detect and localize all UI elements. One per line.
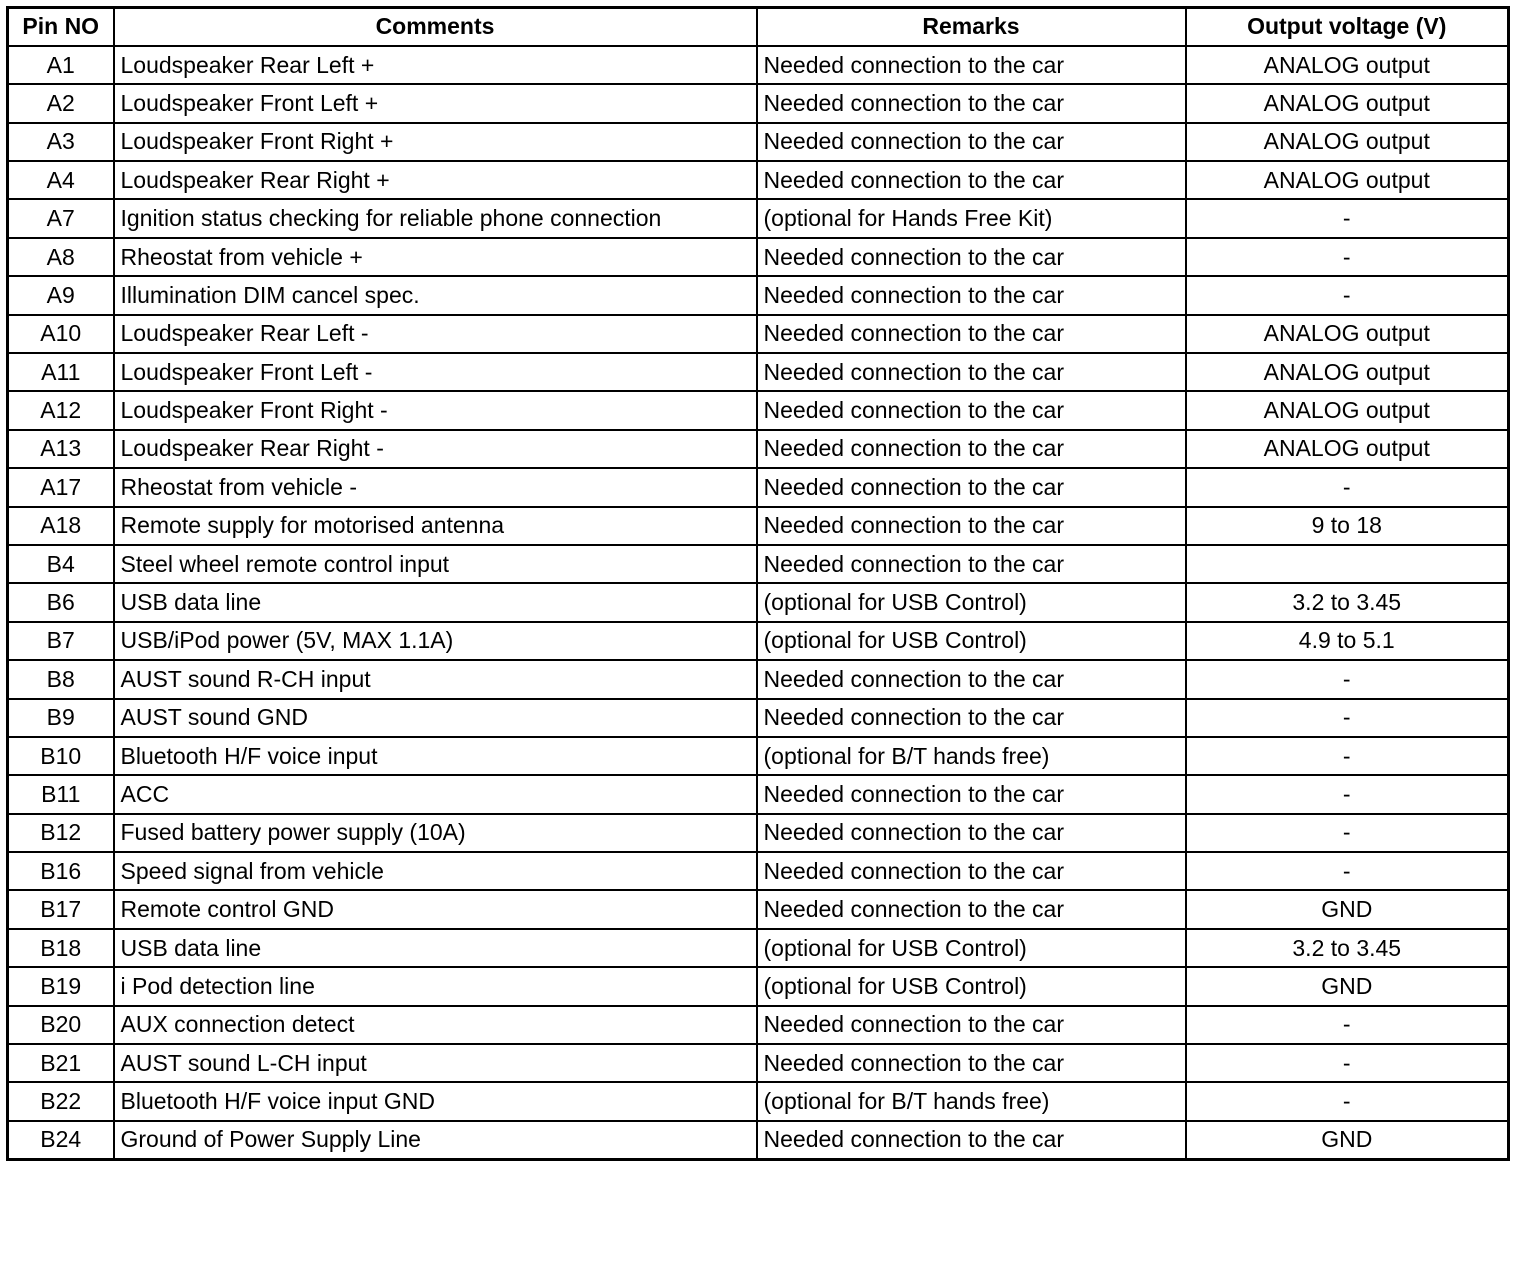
table-row: [8, 1082, 1509, 1120]
table-row: [8, 315, 1509, 353]
cell-output-voltage: -: [1186, 238, 1509, 276]
cell-comment: Loudspeaker Front Left +: [114, 84, 757, 122]
table-row: [8, 161, 1509, 199]
cell-comment: Rheostat from vehicle +: [114, 238, 757, 276]
cell-pin-no: B18: [8, 929, 114, 967]
cell-pin-no: A2: [8, 84, 114, 122]
cell-pin-no: A7: [8, 199, 114, 237]
header-output-voltage: Output voltage (V): [1186, 8, 1509, 46]
cell-pin-no: B20: [8, 1006, 114, 1044]
cell-comment: Loudspeaker Front Left -: [114, 353, 757, 391]
cell-output-voltage: ANALOG output: [1186, 46, 1509, 84]
cell-output-voltage: ANALOG output: [1186, 315, 1509, 353]
cell-comment: AUST sound R-CH input: [114, 660, 757, 698]
cell-remark: (optional for B/T hands free): [757, 1082, 1186, 1120]
cell-output-voltage: ANALOG output: [1186, 430, 1509, 468]
cell-output-voltage: GND: [1186, 1121, 1509, 1159]
cell-pin-no: A9: [8, 276, 114, 314]
cell-output-voltage: -: [1186, 276, 1509, 314]
table-row: [8, 814, 1509, 852]
cell-pin-no: A11: [8, 353, 114, 391]
table-row: [8, 238, 1509, 276]
cell-output-voltage: -: [1186, 1006, 1509, 1044]
cell-pin-no: B6: [8, 583, 114, 621]
cell-pin-no: B7: [8, 622, 114, 660]
cell-pin-no: B10: [8, 737, 114, 775]
table-row: [8, 391, 1509, 429]
cell-output-voltage: GND: [1186, 890, 1509, 928]
table-row: [8, 852, 1509, 890]
cell-comment: Ignition status checking for reliable phone connection: [114, 199, 757, 237]
cell-output-voltage: ANALOG output: [1186, 353, 1509, 391]
cell-output-voltage: GND: [1186, 967, 1509, 1005]
cell-remark: (optional for B/T hands free): [757, 737, 1186, 775]
header-row: [8, 8, 1509, 46]
cell-remark: Needed connection to the car: [757, 507, 1186, 545]
table-row: [8, 737, 1509, 775]
cell-remark: Needed connection to the car: [757, 775, 1186, 813]
cell-pin-no: A3: [8, 123, 114, 161]
cell-pin-no: B4: [8, 545, 114, 583]
cell-output-voltage: 9 to 18: [1186, 507, 1509, 545]
header-remarks: Remarks: [757, 8, 1186, 46]
cell-pin-no: A13: [8, 430, 114, 468]
cell-comment: USB data line: [114, 929, 757, 967]
cell-output-voltage: ANALOG output: [1186, 123, 1509, 161]
cell-comment: Loudspeaker Front Right +: [114, 123, 757, 161]
cell-output-voltage: 3.2 to 3.45: [1186, 583, 1509, 621]
cell-remark: Needed connection to the car: [757, 814, 1186, 852]
table-row: [8, 468, 1509, 506]
cell-pin-no: B17: [8, 890, 114, 928]
cell-remark: (optional for USB Control): [757, 967, 1186, 1005]
cell-remark: Needed connection to the car: [757, 890, 1186, 928]
cell-remark: Needed connection to the car: [757, 1121, 1186, 1159]
cell-remark: Needed connection to the car: [757, 545, 1186, 583]
cell-remark: Needed connection to the car: [757, 315, 1186, 353]
cell-remark: Needed connection to the car: [757, 1044, 1186, 1082]
cell-comment: Rheostat from vehicle -: [114, 468, 757, 506]
table-row: [8, 46, 1509, 84]
cell-remark: Needed connection to the car: [757, 1006, 1186, 1044]
cell-comment: Loudspeaker Front Right -: [114, 391, 757, 429]
cell-remark: Needed connection to the car: [757, 84, 1186, 122]
cell-output-voltage: -: [1186, 814, 1509, 852]
cell-comment: i Pod detection line: [114, 967, 757, 1005]
cell-output-voltage: ANALOG output: [1186, 161, 1509, 199]
cell-pin-no: B19: [8, 967, 114, 1005]
table-row: [8, 699, 1509, 737]
cell-comment: Remote control GND: [114, 890, 757, 928]
header-comments: Comments: [114, 8, 757, 46]
cell-remark: Needed connection to the car: [757, 46, 1186, 84]
table-row: [8, 199, 1509, 237]
table-row: [8, 929, 1509, 967]
table-header: [8, 8, 1509, 46]
table-row: [8, 276, 1509, 314]
table-row: [8, 583, 1509, 621]
cell-comment: Steel wheel remote control input: [114, 545, 757, 583]
cell-remark: Needed connection to the car: [757, 276, 1186, 314]
cell-output-voltage: [1186, 545, 1509, 583]
table-row: [8, 353, 1509, 391]
cell-output-voltage: 3.2 to 3.45: [1186, 929, 1509, 967]
cell-comment: Loudspeaker Rear Right -: [114, 430, 757, 468]
cell-remark: Needed connection to the car: [757, 468, 1186, 506]
cell-comment: Remote supply for motorised antenna: [114, 507, 757, 545]
table-row: [8, 890, 1509, 928]
table-row: [8, 660, 1509, 698]
cell-output-voltage: -: [1186, 737, 1509, 775]
table-row: [8, 84, 1509, 122]
cell-pin-no: B12: [8, 814, 114, 852]
table-row: [8, 967, 1509, 1005]
cell-remark: (optional for Hands Free Kit): [757, 199, 1186, 237]
cell-pin-no: B9: [8, 699, 114, 737]
table-body: [8, 46, 1509, 1159]
cell-pin-no: B24: [8, 1121, 114, 1159]
cell-pin-no: A10: [8, 315, 114, 353]
table-row: [8, 775, 1509, 813]
table-row: [8, 1044, 1509, 1082]
cell-pin-no: B11: [8, 775, 114, 813]
cell-pin-no: A18: [8, 507, 114, 545]
table-row: [8, 1121, 1509, 1159]
cell-comment: AUST sound L-CH input: [114, 1044, 757, 1082]
cell-output-voltage: ANALOG output: [1186, 84, 1509, 122]
cell-pin-no: A8: [8, 238, 114, 276]
cell-output-voltage: -: [1186, 199, 1509, 237]
cell-output-voltage: -: [1186, 468, 1509, 506]
cell-comment: Bluetooth H/F voice input: [114, 737, 757, 775]
cell-comment: Illumination DIM cancel spec.: [114, 276, 757, 314]
cell-remark: (optional for USB Control): [757, 622, 1186, 660]
cell-pin-no: A12: [8, 391, 114, 429]
cell-remark: Needed connection to the car: [757, 699, 1186, 737]
cell-output-voltage: -: [1186, 699, 1509, 737]
cell-comment: USB data line: [114, 583, 757, 621]
table-row: [8, 545, 1509, 583]
cell-remark: Needed connection to the car: [757, 161, 1186, 199]
cell-pin-no: A17: [8, 468, 114, 506]
cell-output-voltage: -: [1186, 1082, 1509, 1120]
cell-remark: (optional for USB Control): [757, 929, 1186, 967]
cell-pin-no: B16: [8, 852, 114, 890]
cell-comment: ACC: [114, 775, 757, 813]
cell-pin-no: A4: [8, 161, 114, 199]
cell-comment: Speed signal from vehicle: [114, 852, 757, 890]
cell-remark: (optional for USB Control): [757, 583, 1186, 621]
cell-remark: Needed connection to the car: [757, 353, 1186, 391]
cell-comment: Loudspeaker Rear Right +: [114, 161, 757, 199]
cell-comment: Fused battery power supply (10A): [114, 814, 757, 852]
cell-output-voltage: -: [1186, 1044, 1509, 1082]
cell-output-voltage: -: [1186, 852, 1509, 890]
cell-pin-no: B21: [8, 1044, 114, 1082]
table-row: [8, 622, 1509, 660]
cell-comment: Bluetooth H/F voice input GND: [114, 1082, 757, 1120]
pin-assignment-table: [6, 6, 1510, 1161]
cell-comment: USB/iPod power (5V, MAX 1.1A): [114, 622, 757, 660]
table-row: [8, 123, 1509, 161]
table-row: [8, 1006, 1509, 1044]
cell-comment: Loudspeaker Rear Left -: [114, 315, 757, 353]
cell-comment: AUST sound GND: [114, 699, 757, 737]
cell-comment: Ground of Power Supply Line: [114, 1121, 757, 1159]
cell-output-voltage: ANALOG output: [1186, 391, 1509, 429]
table-row: [8, 507, 1509, 545]
cell-remark: Needed connection to the car: [757, 391, 1186, 429]
cell-pin-no: B22: [8, 1082, 114, 1120]
cell-comment: AUX connection detect: [114, 1006, 757, 1044]
cell-pin-no: A1: [8, 46, 114, 84]
table-row: [8, 430, 1509, 468]
cell-remark: Needed connection to the car: [757, 430, 1186, 468]
cell-output-voltage: -: [1186, 775, 1509, 813]
cell-remark: Needed connection to the car: [757, 123, 1186, 161]
cell-comment: Loudspeaker Rear Left +: [114, 46, 757, 84]
cell-pin-no: B8: [8, 660, 114, 698]
cell-remark: Needed connection to the car: [757, 660, 1186, 698]
header-pin-no: Pin NO: [8, 8, 114, 46]
cell-remark: Needed connection to the car: [757, 238, 1186, 276]
cell-output-voltage: -: [1186, 660, 1509, 698]
cell-remark: Needed connection to the car: [757, 852, 1186, 890]
cell-output-voltage: 4.9 to 5.1: [1186, 622, 1509, 660]
